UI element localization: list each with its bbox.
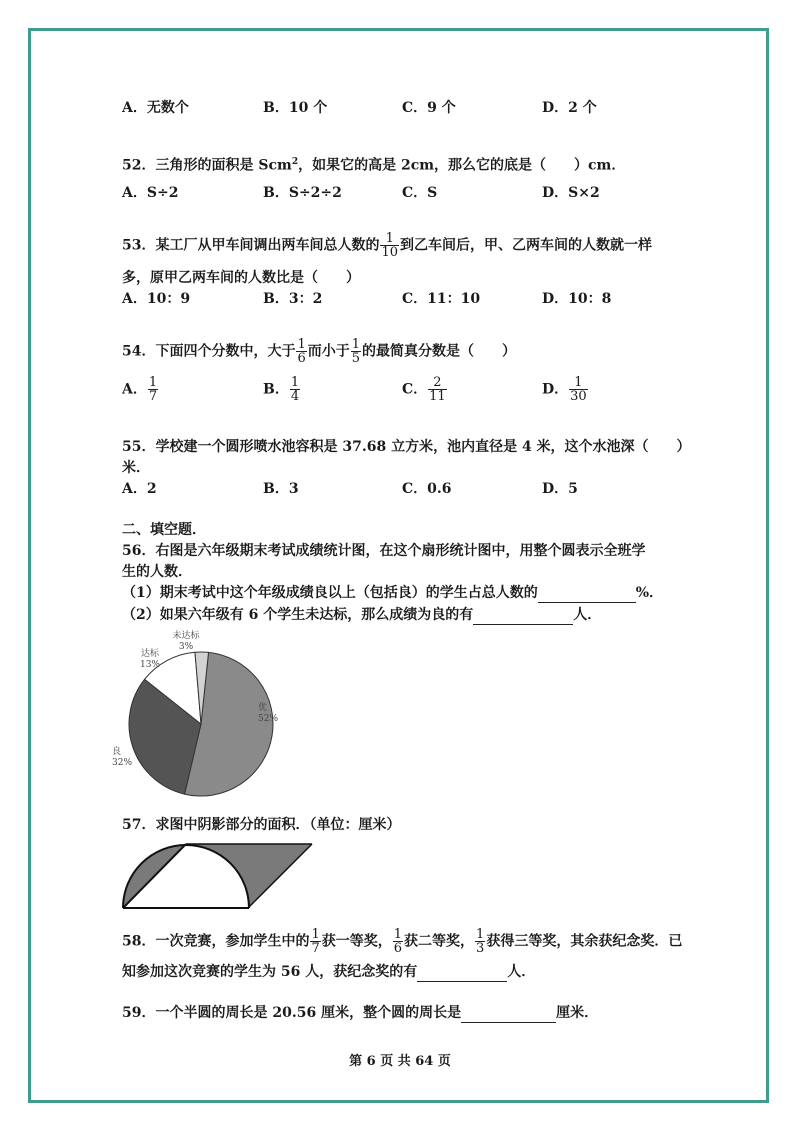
q54-option-c[interactable]: C． $\frac{2}{11}$ — [402, 375, 446, 404]
section-heading: 二、填空题． — [122, 522, 206, 538]
q52-option-d[interactable]: D．S×2 — [542, 185, 600, 201]
q53-option-b[interactable]: B．3：2 — [263, 291, 323, 307]
pie-chart — [110, 628, 310, 798]
pie-value-label: 13% — [139, 660, 161, 670]
shaded-area-figure — [122, 842, 317, 910]
pie-value-label: 52% — [258, 714, 279, 724]
pie-value-label: 32% — [112, 758, 133, 768]
q55-question-line2: 米． — [122, 460, 150, 476]
q55-option-c[interactable]: C．0.6 — [402, 481, 452, 497]
q57-question: 57．求图中阴影部分的面积．（单位：厘米） — [122, 817, 401, 833]
q56-question: 56．右图是六年级期末考试成绩统计图，在这个扇形统计图中，用整个圆表示全班学 — [122, 543, 646, 559]
q52-option-c[interactable]: C．S — [402, 185, 438, 201]
q59-question: 59．一个半圆的周长是 20.56 厘米，整个圆的周长是 厘米． — [122, 1005, 599, 1021]
pie-category-label: 良 — [112, 747, 122, 757]
q53-question-line2: 多，原甲乙两车间的人数比是（ ） — [122, 270, 360, 286]
q54-option-b[interactable]: B． $\frac{1}{4}$ — [263, 375, 300, 404]
q58-question: 58．一次竞赛，参加学生中的 $\frac{1}{7}$ 获一等奖， $\frac{1}{6}$ 获二等奖， $\frac{1}{3}$ 获得三等奖，其余获纪念奖．已 — [122, 927, 683, 956]
q54-option-a[interactable]: A． $\frac{1}{7}$ — [122, 375, 158, 404]
answer-blank[interactable] — [473, 608, 573, 625]
fraction: $\frac{1}{10}$ — [381, 231, 399, 260]
answer-blank[interactable] — [417, 965, 507, 982]
q55-option-a[interactable]: A．2 — [122, 481, 157, 497]
q53-option-d[interactable]: D．10：8 — [542, 291, 612, 307]
q53-question: 53．某工厂从甲车间调出两车间总人数的 $\frac{1}{10}$ 到乙车间后，甲、乙两车间的人数就一样 — [122, 231, 653, 260]
answer-blank[interactable] — [461, 1006, 556, 1023]
q55-question: 55．学校建一个圆形喷水池容积是 37.68 立方米，池内直径是 4 米，这个水池深（ ） — [122, 439, 691, 455]
fraction: $\frac{1}{6}$ — [297, 337, 306, 366]
q54-question: 54．下面四个分数中，大于 $\frac{1}{6}$ 而小于 $\frac{1}{5}$ 的最简真分数是（ ） — [122, 337, 517, 366]
q58-question-line2: 知参加这次竞赛的学生为 56 人，获纪念奖的有 人． — [122, 964, 536, 980]
q52-option-a[interactable]: A．S÷2 — [122, 185, 179, 201]
page-footer: 第 6 页 共 64 页 — [349, 1054, 451, 1069]
q52-question: 52．三角形的面积是 Scm$^2$，如果它的高是 2cm，那么它的底是（ ）cm． — [122, 157, 626, 174]
q56-sub1: （1）期末考试中这个年级成绩良以上（包括良）的学生占总人数的 %． — [122, 585, 664, 601]
pie-category-label: 优 — [258, 703, 268, 713]
fraction: $\frac{1}{5}$ — [351, 337, 361, 366]
q52-option-b[interactable]: B．S÷2÷2 — [263, 185, 342, 201]
q56-question-line2: 生的人数． — [122, 564, 192, 580]
q53-option-c[interactable]: C．11：10 — [402, 291, 481, 307]
q51-option-b[interactable]: B．10 个 — [263, 100, 328, 116]
pie-value-label: 3% — [178, 642, 194, 652]
q56-sub2: （2）如果六年级有 6 个学生未达标，那么成绩为良的有 人． — [122, 607, 602, 623]
pie-category-label: 未达标 — [172, 631, 200, 641]
q55-option-d[interactable]: D．5 — [542, 481, 578, 497]
q53-option-a[interactable]: A．10：9 — [122, 291, 191, 307]
fraction: $\frac{1}{7}$ — [311, 927, 320, 956]
q51-option-a[interactable]: A．无数个 — [122, 100, 189, 116]
fraction: $\frac{1}{3}$ — [476, 927, 485, 956]
q55-option-b[interactable]: B．3 — [263, 481, 299, 497]
q51-option-d[interactable]: D．2 个 — [542, 100, 597, 116]
q54-option-d[interactable]: D． $\frac{1}{30}$ — [542, 375, 587, 404]
fraction: $\frac{1}{6}$ — [393, 927, 403, 956]
q51-option-c[interactable]: C．9 个 — [402, 100, 456, 116]
pie-category-label: 达标 — [140, 649, 160, 659]
answer-blank[interactable] — [538, 586, 636, 603]
